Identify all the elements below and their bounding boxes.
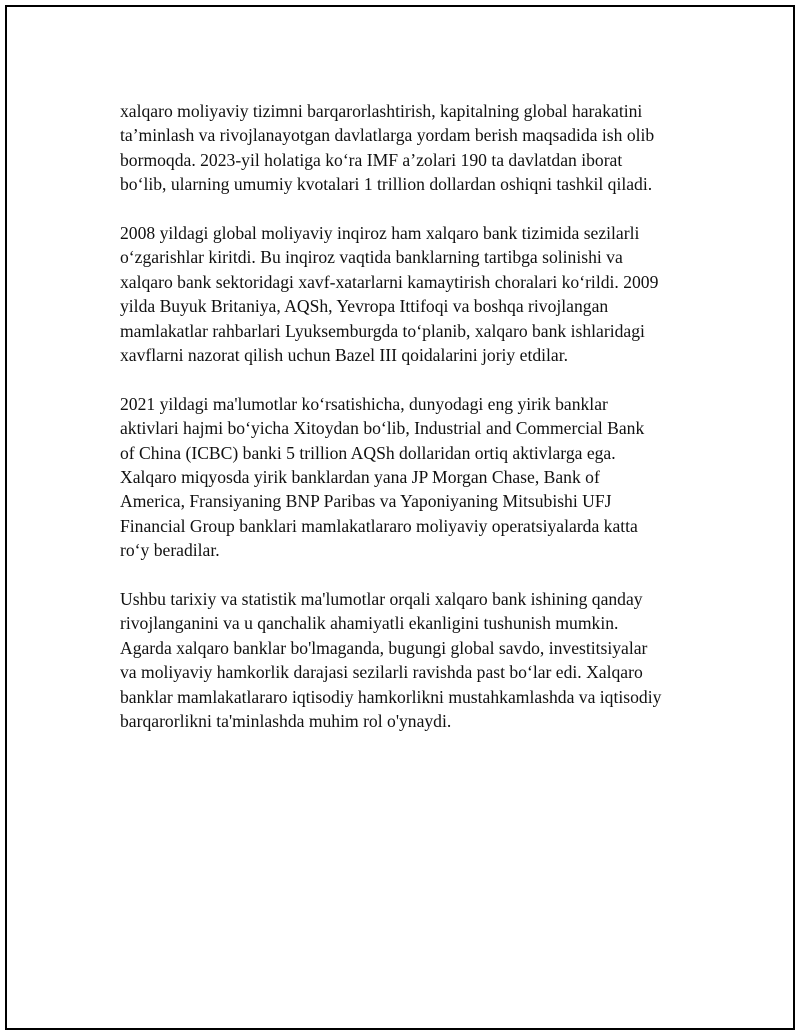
- paragraph-3: [120, 392, 686, 563]
- text-line: aktivlari hajmi bo‘yicha Xitoydan bo‘lib, Industrial and Commercial Bank: [120, 418, 645, 439]
- text-line: of China (ICBC) banki 5 trillion AQSh dollaridan ortiq aktivlarga ega.: [120, 442, 616, 463]
- text-line: bo‘lib, ularning umumiy kvotalari 1 trillion dollardan oshiqni tashkil qiladi.: [120, 174, 653, 195]
- document-body: [120, 99, 686, 758]
- text-line: 2008 yildagi global moliyaviy inqiroz ham xalqaro bank tizimida sezilarli: [120, 223, 640, 244]
- text-line: Agarda xalqaro banklar bo'lmaganda, bugungi global savdo, investitsiyalar: [120, 637, 648, 658]
- text-line: rivojlanganini va u qanchalik ahamiyatli ekanligini tushunish mumkin.: [120, 613, 619, 634]
- text-line: xavflarni nazorat qilish uchun Bazel III qoidalarini joriy etdilar.: [120, 345, 568, 366]
- text-line: bormoqda. 2023-yil holatiga ko‘ra IMF a’zolari 190 ta davlatdan iborat: [120, 149, 623, 170]
- text-line: Financial Group banklari mamlakatlararo moliyaviy operatsiyalarda katta: [120, 515, 638, 536]
- text-line: yilda Buyuk Britaniya, AQSh, Yevropa Ittifoqi va boshqa rivojlangan: [120, 296, 609, 317]
- paragraph-2: [120, 221, 686, 367]
- text-line: xalqaro bank sektoridagi xavf-xatarlarni kamaytirish choralari ko‘rildi. 2009: [120, 271, 659, 292]
- paragraph-1: [120, 99, 686, 197]
- text-line: banklar mamlakatlararo iqtisodiy hamkorlikni mustahkamlashda va iqtisodiy: [120, 686, 662, 707]
- text-line: 2021 yildagi ma'lumotlar ko‘rsatishicha, dunyodagi eng yirik banklar: [120, 393, 608, 414]
- text-line: Xalqaro miqyosda yirik banklardan yana JP Morgan Chase, Bank of: [120, 467, 600, 488]
- document-page: [5, 5, 795, 1030]
- text-line: ro‘y beradilar.: [120, 540, 220, 561]
- paragraph-4: [120, 587, 686, 733]
- text-line: barqarorlikni ta'minlashda muhim rol o'ynaydi.: [120, 711, 452, 732]
- text-line: America, Fransiyaning BNP Paribas va Yaponiyaning Mitsubishi UFJ: [120, 491, 612, 512]
- text-line: xalqaro moliyaviy tizimni barqarorlashtirish, kapitalning global harakatini: [120, 101, 643, 121]
- text-line: mamlakatlar rahbarlari Lyuksemburgda to‘planib, xalqaro bank ishlaridagi: [120, 320, 645, 341]
- text-line: o‘zgarishlar kiritdi. Bu inqiroz vaqtida banklarning tartibga solinishi va: [120, 247, 623, 268]
- text-line: va moliyaviy hamkorlik darajasi sezilarli ravishda past bo‘lar edi. Xalqaro: [120, 662, 643, 683]
- text-line: Ushbu tarixiy va statistik ma'lumotlar orqali xalqaro bank ishining qanday: [120, 589, 643, 610]
- text-line: ta’minlash va rivojlanayotgan davlatlarga yordam berish maqsadida ish olib: [120, 125, 655, 146]
